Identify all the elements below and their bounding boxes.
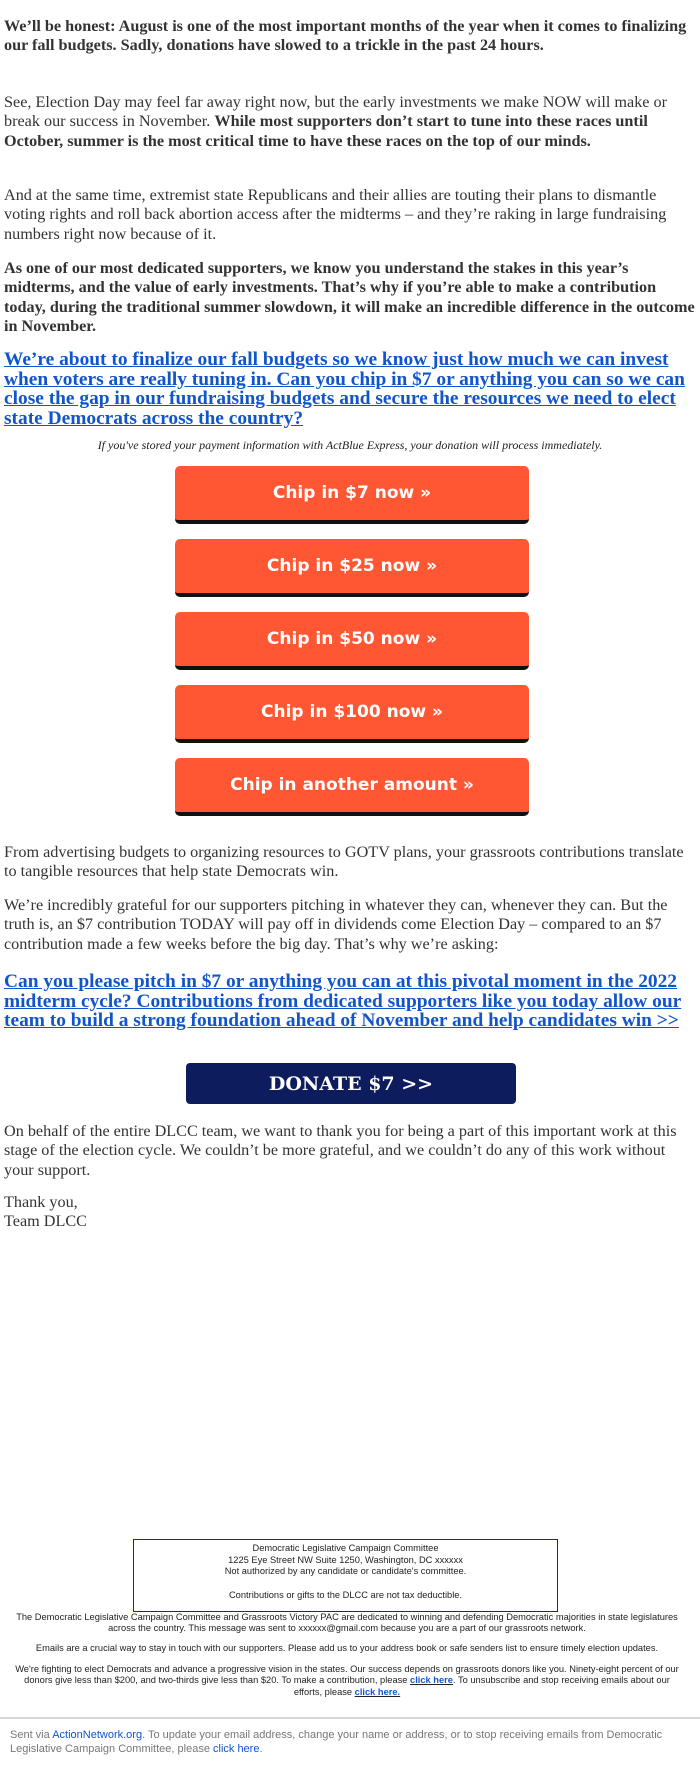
resources-paragraph: From advertising budgets to organizing resources to GOTV plans, your grassroots contributions translate to tangible resources that help state Democrats win. bbox=[4, 843, 684, 881]
unsubscribe-link[interactable]: click here. bbox=[354, 1686, 401, 1697]
chip-in-7-button[interactable]: Chip in $7 now » bbox=[175, 466, 529, 524]
supporters-paragraph: As one of our most dedicated supporters, we know you understand the stakes in this year’s midterms, and the value of early investments. That’s why if you’re able to make a contribution today, during the traditional summer slowdown, it will make an incredible difference in the outcome in November. bbox=[4, 259, 695, 336]
election-paragraph: See, Election Day may feel far away right now, but the early investments we make NOW will make or break our success in November. While most supporters don’t start to tune into these races until October, summer is the most critical time to have these races on the top of our minds. bbox=[4, 93, 668, 150]
signoff: Thank you, Team DLCC bbox=[4, 1193, 87, 1231]
org-name: Democratic Legislative Campaign Committee bbox=[252, 1543, 439, 1553]
actblue-note: If you've stored your payment information with ActBlue Express, your donation will process immediately. bbox=[97, 438, 603, 452]
org-address: 1225 Eye Street NW Suite 1250, Washington, DC xxxxxx bbox=[228, 1554, 463, 1565]
authorization-note: Not authorized by any candidate or candidate's committee. bbox=[224, 1566, 467, 1576]
pitch-in-link[interactable]: Can you please pitch in $7 or anything you can at this pivotal moment in the 2022 midterm cycle? Contributions from dedicated supporters like you today allow our team to build a strong foundation ahead of November and help candidates win >> bbox=[4, 971, 682, 1031]
footer-donors: We're fighting to elect Democrats and advance a progressive vision in the states. Our success depends on grassroots donors like you. Ninety-eight percent of our donors give less than $200, and two-thirds give less than $20. To make a contribution, please click here. To unsubscribe and stop receiving emails about our efforts, please click here. bbox=[15, 1664, 679, 1697]
footer-mission: The Democratic Legislative Campaign Committee and Grassroots Victory PAC are dedicated to winning and defending Democratic majorities in state legislatures across the country. This message was sent to xxxxxx@gmail.com because you are a part of our grassroots network. bbox=[16, 1612, 678, 1634]
grateful-paragraph: We’re incredibly grateful for our supporters pitching in whatever they can, whenever they can. But the truth is, an $7 contribution TODAY will pay off in dividends come Election Day – compared to an $7 contribution made a few weeks before the big day. That’s why we’re asking: bbox=[4, 896, 668, 953]
chip-in-25-button[interactable]: Chip in $25 now » bbox=[175, 539, 529, 597]
sent-via-footer: Sent via ActionNetwork.org. To update your email address, change your name or address, or to stop receiving emails from Democratic Legislative Campaign Committee, please click here. bbox=[10, 1729, 663, 1755]
disclaimer-box bbox=[133, 1539, 558, 1612]
contribute-link[interactable]: click here bbox=[410, 1675, 453, 1686]
chip-in-100-button[interactable]: Chip in $100 now » bbox=[175, 685, 529, 743]
donate-button[interactable]: DONATE $7 >> bbox=[186, 1063, 516, 1104]
republicans-paragraph: And at the same time, extremist state Republicans and their allies are touting their plans to dismantle voting rights and roll back abortion access after the midterms – and they’re raking in large fundraising numbers right now because of it. bbox=[4, 186, 667, 243]
divider bbox=[0, 1717, 700, 1719]
update-email-link[interactable]: click here bbox=[213, 1743, 260, 1755]
chip-in-other-button[interactable]: Chip in another amount » bbox=[175, 758, 529, 816]
intro-paragraph: We’ll be honest: August is one of the most important months of the year when it comes to finalizing our fall budgets. Sadly, donations have slowed to a trickle in the past 24 hours. bbox=[4, 17, 687, 55]
chip-in-50-button[interactable]: Chip in $50 now » bbox=[175, 612, 529, 670]
actionnetwork-link[interactable]: ActionNetwork.org bbox=[52, 1729, 143, 1741]
tax-note: Contributions or gifts to the DLCC are not tax deductible. bbox=[228, 1589, 463, 1600]
footer-emails: Emails are a crucial way to stay in touch with our supporters. Please add us to your address book or safe senders list to ensure timely election updates. bbox=[35, 1643, 659, 1653]
bold-text: While most supporters don’t start to tune into these races until October, summer is the most critical time to have these races on the top of our minds. bbox=[4, 112, 648, 150]
chip-in-link[interactable]: We’re about to finalize our fall budgets so we know just how much we can invest when voters are really tuning in. Can you chip in $7 or anything you can so we can close the gap in our fundraising budgets and secure the resources we need to elect state Democrats across the country? bbox=[4, 349, 685, 429]
thanks-paragraph: On behalf of the entire DLCC team, we want to thank you for being a part of this important work at this stage of the election cycle. We couldn’t be more grateful, and we couldn’t do any of this work without your support. bbox=[4, 1122, 677, 1179]
